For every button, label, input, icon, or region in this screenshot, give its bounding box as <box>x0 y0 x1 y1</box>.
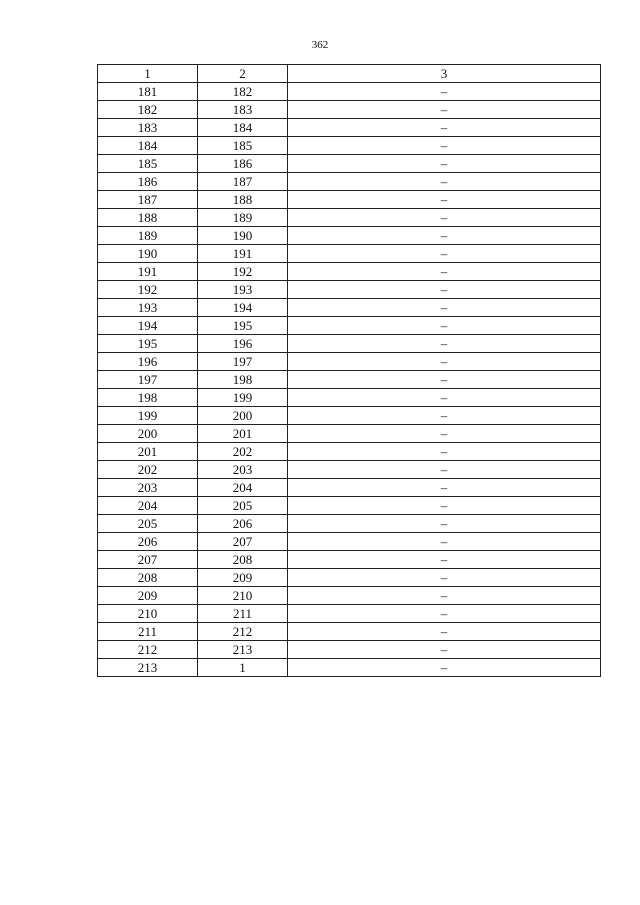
table-cell-col-3: – <box>288 335 601 353</box>
table-cell-col-2: 194 <box>198 299 288 317</box>
table-cell-col-2: 1 <box>198 659 288 677</box>
table-cell-col-1: 212 <box>98 641 198 659</box>
table-cell-col-1: 187 <box>98 191 198 209</box>
table-row <box>98 317 601 335</box>
table-cell-col-2: 200 <box>198 407 288 425</box>
table-cell-col-3: – <box>288 173 601 191</box>
table-cell-col-3: – <box>288 371 601 389</box>
table-cell-col-3: – <box>288 497 601 515</box>
table-cell-col-2: 202 <box>198 443 288 461</box>
table-cell-col-1: 191 <box>98 263 198 281</box>
table-cell-col-3: – <box>288 83 601 101</box>
table-row <box>98 623 601 641</box>
table-cell-col-2: 212 <box>198 623 288 641</box>
table-row <box>98 605 601 623</box>
table-cell-col-2: 209 <box>198 569 288 587</box>
table-cell-col-2: 191 <box>198 245 288 263</box>
table-cell-col-1: 205 <box>98 515 198 533</box>
table-cell-col-2: 198 <box>198 371 288 389</box>
table-cell-col-1: 195 <box>98 335 198 353</box>
table-cell-col-3: – <box>288 353 601 371</box>
table-cell-col-1: 186 <box>98 173 198 191</box>
table-cell-col-3: – <box>288 317 601 335</box>
table-cell-col-2: 187 <box>198 173 288 191</box>
table-cell-col-3: – <box>288 209 601 227</box>
table-row <box>98 497 601 515</box>
table-row <box>98 443 601 461</box>
table-cell-col-3: – <box>288 407 601 425</box>
table-row <box>98 155 601 173</box>
column-header-3: 3 <box>288 65 601 83</box>
table-row <box>98 299 601 317</box>
table-cell-col-2: 189 <box>198 209 288 227</box>
table-cell-col-1: 198 <box>98 389 198 407</box>
table-cell-col-1: 203 <box>98 479 198 497</box>
table-cell-col-1: 200 <box>98 425 198 443</box>
page-number: 362 <box>311 39 329 51</box>
table-row <box>98 137 601 155</box>
table-cell-col-2: 184 <box>198 119 288 137</box>
table-cell-col-1: 208 <box>98 569 198 587</box>
table-row <box>98 263 601 281</box>
table-cell-col-1: 196 <box>98 353 198 371</box>
table-cell-col-3: – <box>288 443 601 461</box>
table-cell-col-2: 210 <box>198 587 288 605</box>
table-cell-col-2: 186 <box>198 155 288 173</box>
table-row <box>98 335 601 353</box>
table-cell-col-1: 204 <box>98 497 198 515</box>
table-cell-col-2: 213 <box>198 641 288 659</box>
table-cell-col-3: – <box>288 155 601 173</box>
table-cell-col-1: 190 <box>98 245 198 263</box>
table-cell-col-3: – <box>288 191 601 209</box>
table-cell-col-1: 207 <box>98 551 198 569</box>
table-cell-col-1: 202 <box>98 461 198 479</box>
table-row <box>98 83 601 101</box>
table-cell-col-2: 206 <box>198 515 288 533</box>
table-cell-col-2: 208 <box>198 551 288 569</box>
table-cell-col-1: 213 <box>98 659 198 677</box>
table-row <box>98 659 601 677</box>
table-row <box>98 371 601 389</box>
table-row <box>98 587 601 605</box>
table-cell-col-1: 193 <box>98 299 198 317</box>
table-cell-col-2: 183 <box>198 101 288 119</box>
table-cell-col-3: – <box>288 299 601 317</box>
table-cell-col-2: 195 <box>198 317 288 335</box>
table-row <box>98 209 601 227</box>
table-row <box>98 227 601 245</box>
table-cell-col-3: – <box>288 227 601 245</box>
table-cell-col-2: 204 <box>198 479 288 497</box>
table-cell-col-2: 190 <box>198 227 288 245</box>
table-cell-col-1: 188 <box>98 209 198 227</box>
table-cell-col-3: – <box>288 569 601 587</box>
table-cell-col-3: – <box>288 101 601 119</box>
table-row <box>98 569 601 587</box>
table-cell-col-3: – <box>288 389 601 407</box>
table-row <box>98 515 601 533</box>
table-cell-col-3: – <box>288 425 601 443</box>
table-cell-col-1: 201 <box>98 443 198 461</box>
table-cell-col-3: – <box>288 281 601 299</box>
table-cell-col-3: – <box>288 641 601 659</box>
table-cell-col-2: 193 <box>198 281 288 299</box>
header-row <box>98 65 601 83</box>
table-row <box>98 119 601 137</box>
table-body <box>98 83 601 677</box>
table-row <box>98 281 601 299</box>
table-cell-col-2: 203 <box>198 461 288 479</box>
table-cell-col-3: – <box>288 479 601 497</box>
table-cell-col-1: 189 <box>98 227 198 245</box>
column-header-2: 2 <box>198 65 288 83</box>
table-row <box>98 191 601 209</box>
table-cell-col-3: – <box>288 659 601 677</box>
table-cell-col-2: 201 <box>198 425 288 443</box>
table-cell-col-2: 185 <box>198 137 288 155</box>
table-cell-col-2: 199 <box>198 389 288 407</box>
table-cell-col-3: – <box>288 587 601 605</box>
table-cell-col-1: 182 <box>98 101 198 119</box>
table-cell-col-1: 197 <box>98 371 198 389</box>
table-cell-col-3: – <box>288 461 601 479</box>
table-row <box>98 551 601 569</box>
table-cell-col-1: 194 <box>98 317 198 335</box>
table-row <box>98 461 601 479</box>
table-header <box>98 65 601 83</box>
table-cell-col-2: 192 <box>198 263 288 281</box>
table-row <box>98 407 601 425</box>
table-row <box>98 245 601 263</box>
table-cell-col-3: – <box>288 515 601 533</box>
table-cell-col-1: 211 <box>98 623 198 641</box>
column-header-1: 1 <box>98 65 198 83</box>
table-cell-col-1: 181 <box>98 83 198 101</box>
table-cell-col-2: 197 <box>198 353 288 371</box>
table-row <box>98 389 601 407</box>
table-cell-col-1: 183 <box>98 119 198 137</box>
table-cell-col-1: 185 <box>98 155 198 173</box>
table-cell-col-1: 209 <box>98 587 198 605</box>
table-row <box>98 425 601 443</box>
table-cell-col-3: – <box>288 605 601 623</box>
table-row <box>98 173 601 191</box>
table-cell-col-3: – <box>288 245 601 263</box>
table-cell-col-1: 206 <box>98 533 198 551</box>
table-row <box>98 101 601 119</box>
table-row <box>98 479 601 497</box>
table-cell-col-2: 182 <box>198 83 288 101</box>
table-cell-col-2: 188 <box>198 191 288 209</box>
table-cell-col-3: – <box>288 623 601 641</box>
table-row <box>98 533 601 551</box>
table-cell-col-2: 196 <box>198 335 288 353</box>
data-table <box>97 64 601 677</box>
table-cell-col-1: 192 <box>98 281 198 299</box>
table-cell-col-2: 205 <box>198 497 288 515</box>
table-row <box>98 353 601 371</box>
table-cell-col-1: 199 <box>98 407 198 425</box>
table-row <box>98 641 601 659</box>
table-cell-col-1: 210 <box>98 605 198 623</box>
table-cell-col-3: – <box>288 137 601 155</box>
table-cell-col-3: – <box>288 551 601 569</box>
table-cell-col-2: 207 <box>198 533 288 551</box>
table-cell-col-2: 211 <box>198 605 288 623</box>
table-cell-col-1: 184 <box>98 137 198 155</box>
table-cell-col-3: – <box>288 119 601 137</box>
table-cell-col-3: – <box>288 263 601 281</box>
table-cell-col-3: – <box>288 533 601 551</box>
